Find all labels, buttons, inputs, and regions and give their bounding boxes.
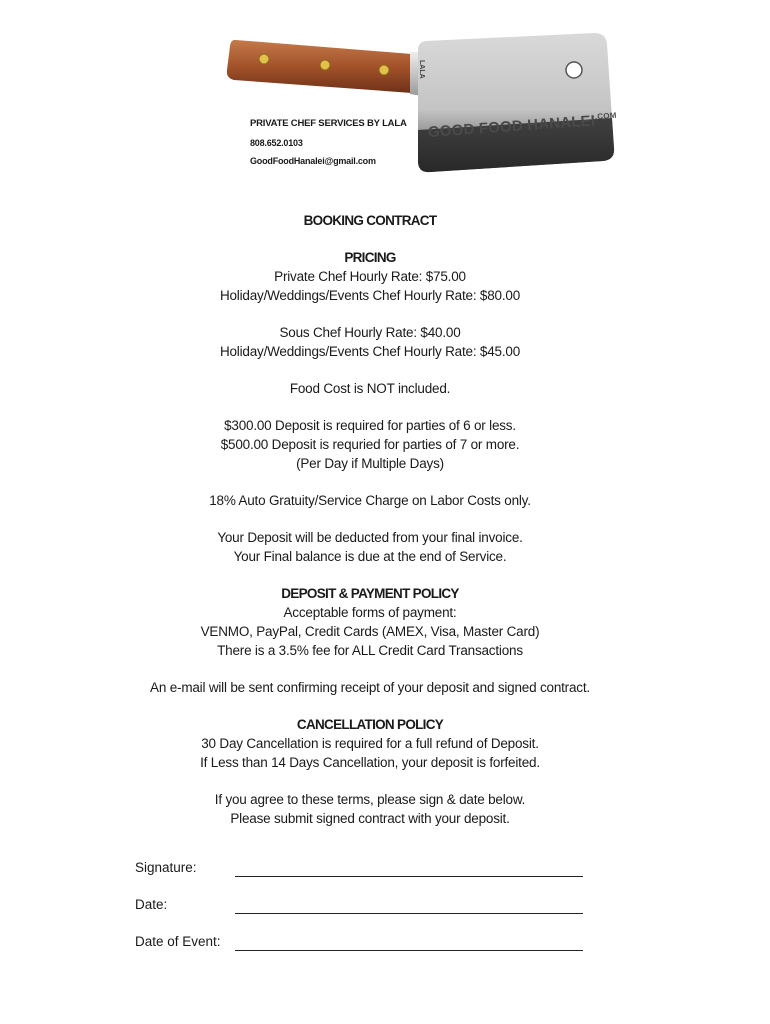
- food-cost-note: Food Cost is NOT included.: [289, 381, 451, 396]
- submit-instruction: Please submit signed contract with your deposit.: [230, 811, 510, 826]
- contract-title: BOOKING CONTRACT: [303, 213, 437, 228]
- signature-line[interactable]: [235, 876, 583, 877]
- signature-label: Signature:: [135, 860, 197, 875]
- hang-hole-icon: [566, 62, 582, 78]
- signature-row: [135, 858, 595, 895]
- phone-number: 808.652.0103: [250, 138, 303, 148]
- payment-heading: DEPOSIT & PAYMENT POLICY: [281, 586, 459, 601]
- pricing-heading: PRICING: [344, 250, 396, 265]
- email-confirmation-note: An e-mail will be sent confirming receipt of your deposit and signed contract.: [150, 680, 590, 695]
- brand-name: GOOD FOOD $HANALEI^{.COM}$: [427, 110, 617, 141]
- refund-policy: 30 Day Cancellation is required for a full refund of Deposit.: [201, 736, 539, 751]
- forfeit-policy: If Less than 14 Days Cancellation, your deposit is forfeited.: [200, 755, 540, 770]
- contract-body: [0, 211, 740, 828]
- date-label: Date:: [135, 897, 168, 912]
- chef-holiday-rate: Holiday/Weddings/Events Chef Hourly Rate: $80.00: [219, 288, 521, 303]
- chef-rate: Private Chef Hourly Rate: $75.00: [274, 269, 466, 284]
- letterhead: [222, 30, 642, 180]
- email-address: GoodFoodHanalei@gmail.com: [250, 156, 376, 166]
- date-row: [135, 895, 595, 932]
- date-line[interactable]: [235, 913, 583, 914]
- final-balance-note: Your Final balance is due at the end of Service.: [233, 549, 507, 564]
- cancellation-heading: CANCELLATION POLICY: [296, 717, 444, 732]
- event-date-row: [135, 932, 595, 969]
- deposit-deduct-note: Your Deposit will be deducted from your final invoice.: [217, 530, 523, 545]
- per-day-note: (Per Day if Multiple Days): [296, 456, 444, 471]
- credit-card-fee: There is a 3.5% fee for ALL Credit Card Transactions: [217, 643, 523, 658]
- event-date-line[interactable]: [235, 950, 583, 951]
- event-date-label: Date of Event:: [135, 934, 221, 949]
- deposit-small: $300.00 Deposit is required for parties of 6 or less.: [224, 418, 516, 433]
- payment-methods: VENMO, PayPal, Credit Cards (AMEX, Visa, Master Card): [200, 624, 540, 639]
- signature-block: [135, 858, 595, 969]
- company-name: PRIVATE CHEF SERVICES BY LALA: [250, 118, 407, 129]
- agree-instruction: If you agree to these terms, please sign & date below.: [214, 792, 526, 807]
- gratuity-note: 18% Auto Gratuity/Service Charge on Labor Costs only.: [209, 493, 531, 508]
- deposit-large: $500.00 Deposit is requried for parties of 7 or more.: [220, 437, 520, 452]
- blade-stamp: LALA: [418, 60, 425, 79]
- payment-forms: Acceptable forms of payment:: [283, 605, 457, 620]
- sous-holiday-rate: Holiday/Weddings/Events Chef Hourly Rate: $45.00: [219, 344, 521, 359]
- sous-rate: Sous Chef Hourly Rate: $40.00: [279, 325, 461, 340]
